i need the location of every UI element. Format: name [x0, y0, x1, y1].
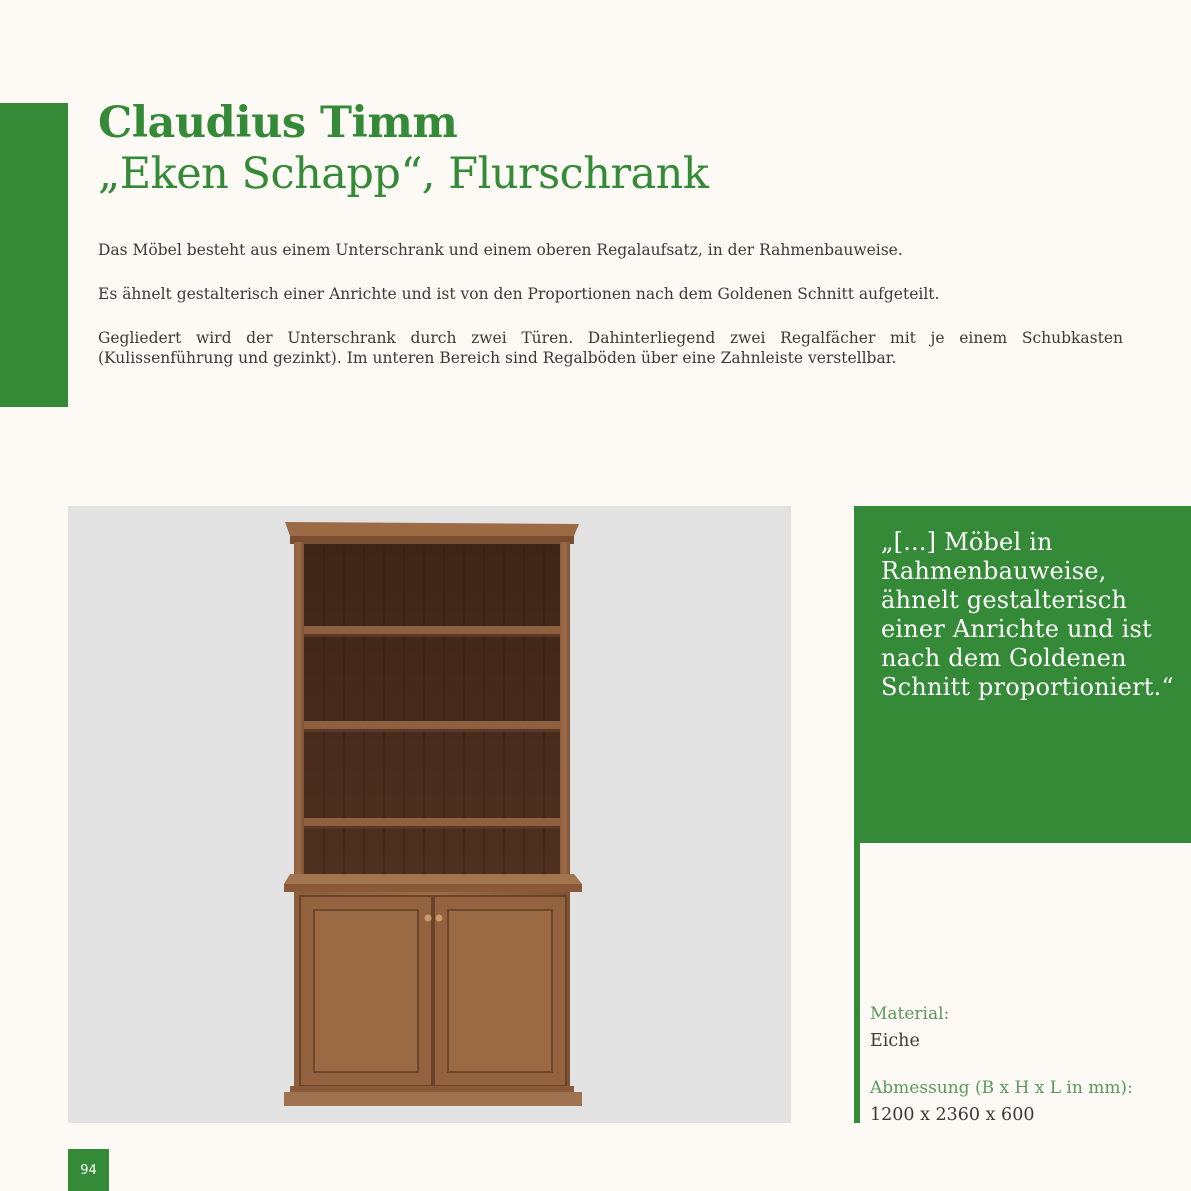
material-value: Eiche	[870, 1031, 920, 1051]
description-paragraph: Gegliedert wird der Unterschrank durch zwei Türen. Dahinterliegend zwei Regalfächer mit je einem Schubkasten (Kulissenführung und gezinkt). Im unteren Bereich sind Regalböden über eine Zahnleiste verstellbar.	[98, 329, 1123, 367]
page-number-text: 94	[80, 1162, 97, 1178]
quote-box	[854, 506, 1191, 843]
accent-line	[854, 843, 860, 1123]
dimension-label: Abmessung (B x H x L in mm):	[870, 1078, 1133, 1098]
designer-name: Claudius Timm	[98, 98, 458, 148]
page-number	[68, 1149, 109, 1191]
pull-quote: „[...] Möbel in Rahmenbauweise, ähnelt gestalterisch einer Anrichte und ist nach dem Goldenen Schnitt proportioniert.“	[881, 528, 1174, 701]
description-paragraph: Das Möbel besteht aus einem Unterschrank und einem oberen Regalaufsatz, in der Rahmenbauweise.	[98, 241, 903, 259]
cabinet-image	[68, 506, 791, 1123]
product-photo	[68, 506, 791, 1123]
description-paragraph: Es ähnelt gestalterisch einer Anrichte und ist von den Proportionen nach dem Goldenen Schnitt aufgeteilt.	[98, 285, 940, 303]
material-label: Material:	[870, 1004, 950, 1024]
accent-bar	[0, 103, 68, 407]
product-title: „Eken Schapp“, Flurschrank	[98, 149, 709, 199]
dimension-value: 1200 x 2360 x 600	[870, 1105, 1035, 1125]
